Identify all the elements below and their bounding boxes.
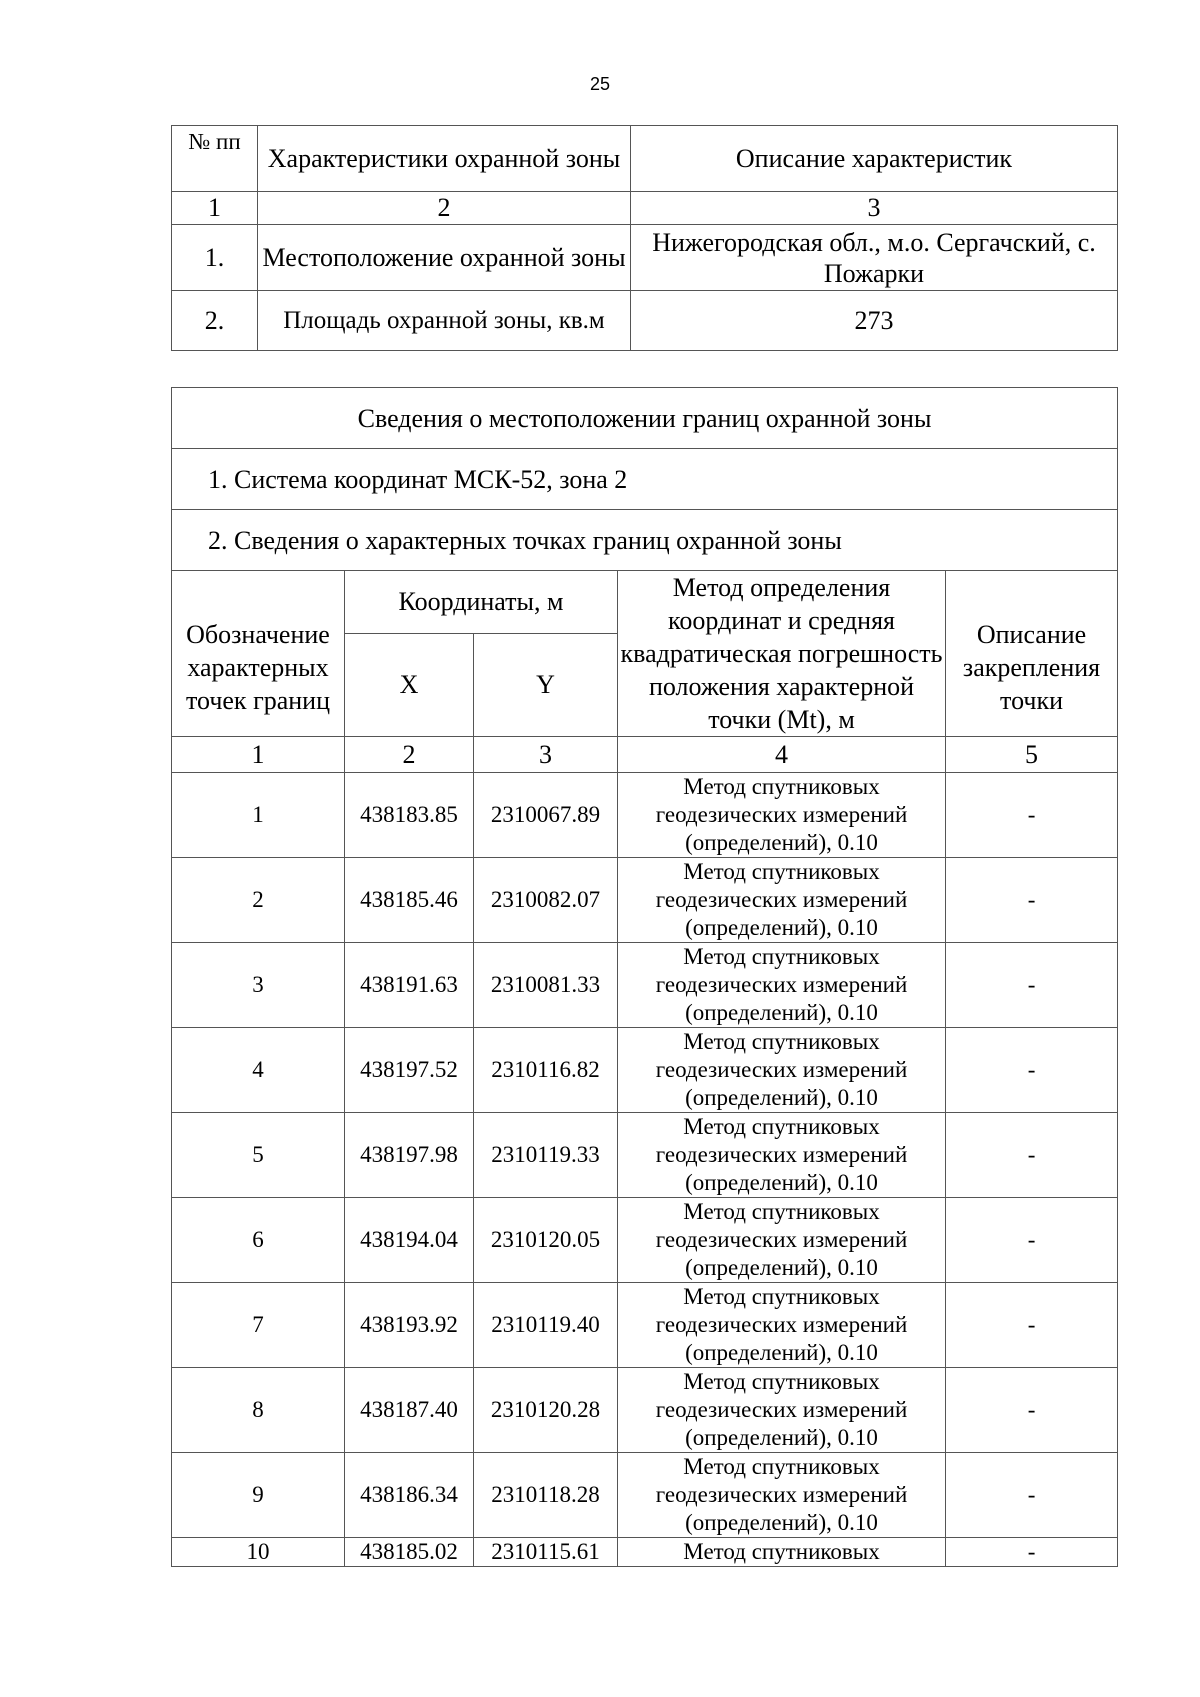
header-method: Метод определения координат и средняя квадратическая погрешность положения характерной точки (Mt), м: [618, 571, 946, 737]
y-cell: 2310120.28: [474, 1368, 618, 1453]
y-cell: 2310120.05: [474, 1198, 618, 1283]
index-cell: 3: [631, 192, 1118, 225]
method-cell: Метод спутниковых геодезических измерений (определений), 0.10: [618, 1453, 946, 1538]
index-cell: 1: [172, 737, 345, 773]
header-y: Y: [474, 633, 618, 736]
row-number: 1.: [172, 225, 258, 291]
index-cell: 1: [172, 192, 258, 225]
fixing-cell: -: [946, 858, 1118, 943]
y-cell: 2310115.61: [474, 1538, 618, 1567]
method-cell: Метод спутниковых геодезических измерений (определений), 0.10: [618, 943, 946, 1028]
index-row: [172, 737, 1118, 773]
boundary-points-table: [171, 387, 1118, 1567]
table-row: [172, 1113, 1118, 1198]
fixing-cell: -: [946, 1198, 1118, 1283]
method-cell: Метод спутниковых геодезических измерений (определений), 0.10: [618, 858, 946, 943]
fixing-cell: -: [946, 1283, 1118, 1368]
fixing-cell: -: [946, 1113, 1118, 1198]
method-cell: Метод спутниковых геодезических измерений (определений), 0.10: [618, 1368, 946, 1453]
y-cell: 2310082.07: [474, 858, 618, 943]
point-cell: 4: [172, 1028, 345, 1113]
page-number: 25: [589, 74, 611, 94]
index-cell: 5: [946, 737, 1118, 773]
method-cell: Метод спутниковых геодезических измерений (определений), 0.10: [618, 1028, 946, 1113]
point-cell: 1: [172, 773, 345, 858]
x-cell: 438183.85: [345, 773, 474, 858]
index-cell: 2: [258, 192, 631, 225]
fixing-cell: -: [946, 1368, 1118, 1453]
header-cell-number: № пп: [172, 126, 258, 192]
point-cell: 5: [172, 1113, 345, 1198]
characteristic-cell: Местоположение охранной зоны: [258, 225, 631, 291]
index-row: [172, 192, 1118, 225]
point-cell: 3: [172, 943, 345, 1028]
table-row: [172, 943, 1118, 1028]
table-row: [172, 225, 1118, 291]
y-cell: 2310118.28: [474, 1453, 618, 1538]
method-cell: Метод спутниковых геодезических измерений (определений), 0.10: [618, 1283, 946, 1368]
table-row: [172, 1198, 1118, 1283]
y-cell: 2310116.82: [474, 1028, 618, 1113]
x-cell: 438185.02: [345, 1538, 474, 1567]
coordinate-system: 1. Система координат МСК-52, зона 2: [172, 449, 1118, 510]
method-cell: Метод спутниковых геодезических измерений (определений), 0.10: [618, 773, 946, 858]
y-cell: 2310119.33: [474, 1113, 618, 1198]
x-cell: 438187.40: [345, 1368, 474, 1453]
point-cell: 7: [172, 1283, 345, 1368]
header-x: X: [345, 633, 474, 736]
table-row: [172, 1283, 1118, 1368]
table-row: [172, 1028, 1118, 1113]
header-cell-description: Описание характеристик: [631, 126, 1118, 192]
point-cell: 10: [172, 1538, 345, 1567]
row-number: 2.: [172, 291, 258, 351]
index-cell: 4: [618, 737, 946, 773]
description-cell: 273: [631, 291, 1118, 351]
x-cell: 438185.46: [345, 858, 474, 943]
description-cell: Нижегородская обл., м.о. Сергачский, с. Пожарки: [631, 225, 1118, 291]
y-cell: 2310081.33: [474, 943, 618, 1028]
table-row: [172, 291, 1118, 351]
fixing-cell: -: [946, 1538, 1118, 1567]
table-title-row: [172, 388, 1118, 449]
points-heading: 2. Сведения о характерных точках границ охранной зоны: [172, 510, 1118, 571]
table-header-row: [172, 571, 1118, 634]
x-cell: 438186.34: [345, 1453, 474, 1538]
method-cell: Метод спутниковых геодезических измерений (определений), 0.10: [618, 1113, 946, 1198]
table-header-row: [172, 126, 1118, 192]
point-cell: 8: [172, 1368, 345, 1453]
method-cell: Метод спутниковых геодезических измерений (определений), 0.10: [618, 1198, 946, 1283]
coord-system-row: [172, 449, 1118, 510]
points-heading-row: [172, 510, 1118, 571]
y-cell: 2310067.89: [474, 773, 618, 858]
fixing-cell: -: [946, 1453, 1118, 1538]
table-row: [172, 1538, 1118, 1567]
index-cell: 3: [474, 737, 618, 773]
table-row: [172, 1368, 1118, 1453]
x-cell: 438197.52: [345, 1028, 474, 1113]
point-cell: 6: [172, 1198, 345, 1283]
zone-characteristics-table: [171, 125, 1118, 351]
point-cell: 9: [172, 1453, 345, 1538]
index-cell: 2: [345, 737, 474, 773]
y-cell: 2310119.40: [474, 1283, 618, 1368]
fixing-cell: -: [946, 773, 1118, 858]
point-cell: 2: [172, 858, 345, 943]
method-cell: Метод спутниковых: [618, 1538, 946, 1567]
x-cell: 438191.63: [345, 943, 474, 1028]
table-row: [172, 773, 1118, 858]
header-point-designation: Обозначение характерных точек границ: [172, 571, 345, 737]
characteristic-cell: Площадь охранной зоны, кв.м: [258, 291, 631, 351]
header-fixing: Описание закрепления точки: [946, 571, 1118, 737]
x-cell: 438194.04: [345, 1198, 474, 1283]
header-coordinates: Координаты, м: [345, 571, 618, 634]
fixing-cell: -: [946, 1028, 1118, 1113]
table-row: [172, 1453, 1118, 1538]
table-row: [172, 858, 1118, 943]
header-cell-characteristic: Характеристики охранной зоны: [258, 126, 631, 192]
x-cell: 438193.92: [345, 1283, 474, 1368]
fixing-cell: -: [946, 943, 1118, 1028]
table-title: Сведения о местоположении границ охранной зоны: [172, 388, 1118, 449]
x-cell: 438197.98: [345, 1113, 474, 1198]
